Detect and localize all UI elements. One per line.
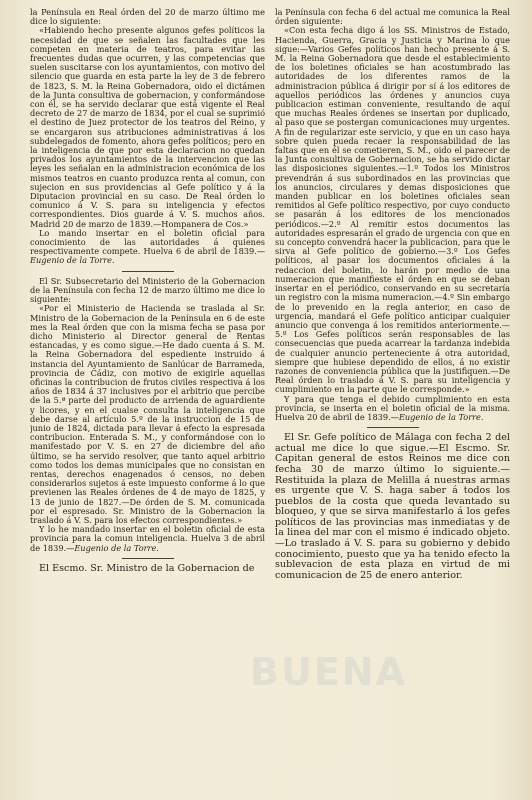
left-subsecretary-paragraph: El Sr. Subsecretario del Ministerio de la Gobernacion de la Península con fecha 12 de marzo último me dice lo siguiente:: [30, 275, 265, 305]
left-closing-notice-signature: —Eugenio de la Torre.: [66, 542, 159, 553]
left-hacienda-order-paragraph: «Por el Ministerio de Hacienda se traslada al Sr. Ministro de la Gobernacion de la Península en 6 de este mes la Real órden que con la misma fecha se pasa por dicho Ministerio al Director general de Rentas estancadas, y es como sigue.—He dado cuenta á S. M. la Reina Gobernadora del espediente instruido á instancia del Ayuntamiento de Sanlúcar de Barrameda, provincia de Cádiz, con motivo de exigirle aquellas oficinas la contribucion de frutos civiles respectiva á los años de 1834 á 37 inclusives por el arbitrio que percibe de la 5.ª parte del producto de arrienda de aguardiente y licores, y en el cualse consulta la inteligencia que debe darse al artículo 5.º de la instruccion de 15 de junio de 1824, dictada para llevar á efecto la espresada contribucion. Enterada S. M., y conformándose con lo manifestado por V. S. en 27 de diciembre del año último, se ha servido resolver, que tanto aquel arbitrio como todos los demas municipales que no consistan en rentas, derechos enagenados ó censos, no deben considerarlos sujetos á este impuesto conforme á lo que previenen las Reales órdenes de 4 de mayo de 1825, y 13 de junio de 1827.—De órden de S. M. comunicada por el espresado. Sr. Ministro de la Gobernacion la traslado á V. S. para los efectos correspondientes.»: [30, 303, 265, 525]
right-compliance-notice-paragraph: [275, 395, 510, 423]
left-insert-notice-text: Lo mando insertar en el boletin oficial para conocimiento de las autoridades á quienes respectivamente compete. Huelva 6 de abril de 1839.: [30, 227, 265, 257]
right-malaga-paragraph: El Sr. Gefe político de Málaga con fecha 2 del actual me dice lo que sigue.—El Escmo. Sr. Capitan general de estos Reinos me dice con fecha 30 de marzo último lo siguiente.—Restituida la plaza de Melilla á nuestras armas es urgente que V. S. haga saber á todos los pueblos de la costa que queda levantado su bloqueo, y que se sirva manifestarlo á los gefes políticos de las provincias mas inmediatas y de la linea del mar con el mismo é indicado objeto.—Lo traslado á V. S. para su gobierno y debido conocimiento, puesto que ya ha tenido efecto la sublevacion de esta plaza en virtud de mi comunicacion de 25 de enero anterior.: [275, 432, 510, 581]
left-intro-paragraph: la Península en Real órden del 20 de marzo último me dice lo siguiente:: [30, 8, 265, 27]
right-bulletin-order-paragraph: «Con esta fecha digo á los SS. Ministros de Estado, Hacienda, Guerra, Gracia y Justicia y Marina lo que sigue:—Varios Gefes políticos han hecho presente á S. M. la Reina Gobernadora que desde el establecimiento de los boletines oficiales se han acostumbrado las autoridades de los diferentes ramos de la administracion pública á dirigir por sí á los editores de aquellos periódicos las órdenes y anuncios cuya publicacion estiman conveniente, resultando de aquí que muchas Reales órdenes se insertan por duplicado, al paso que se postergan comunicaciones muy urgentes. A fin de regularizar este servicio, y que en un caso haya sobre quien pueda recaer la responsabilidad de las faltas que en él se cometieren, S. M., oido el parecer de la Junta consultiva de Gobernacion, se ha servido dictar las disposiciones siguientes.—1.º Todos los Ministros prevendrán á sus subordinados en las provincias que los anuncios, circulares y demas disposiciones que manden publicar en los boletines oficiales sean remitidos al Gefe político respectivo, por cuyo conducto se pasarán á los editores de los mencionados periódicos.—2.º Al remitir estos documentos las autoridades espresarán el grado de urgencia con que en su concepto convendrá hacer la publicacion, para que le sirva al Gefe político de gobierno.—3.º Los Gefes políticos, al pasar los documentos oficiales á la redaccion del boletin, lo harán por medio de una numeracion que manifieste el órden en que se deban insertar en el periódico, conservando en su secretaría un registro con la misma numeracion.—4.º Sin embargo de lo prevenido en la regla anterior, en caso de urgencia, mandará el Gefe político anticipar cualquier anuncio que convenga á los remitidos anteriormente.—5.º Los Gefes políticos serán responsables de las consecuencias que pueda acarrear la tardanza indebida de cualquier anuncio perteneciente á otra autoridad, siempre que hubiese dependido de ellos, á no existir razones de conveniencia pública que la justifiquen.—De Real órden lo traslado á V. S. para su inteligencia y cumplimiento en la parte que le corresponde.»: [275, 25, 510, 395]
left-theatre-order-paragraph: «Habiendo hecho presente algunos gefes políticos la necesidad de que se señalen las facultades que les competen en materia de teatros, para evitar las frecuentes dudas que ocurren, y las competencias que suelen suscitarse con los ayuntamientos, con motivo del silencio que guarda en esta parte la ley de 3 de febrero de 1823, S. M. la Reina Gobernadora, oido el dictámen de la Junta consultiva de gobernacion, y conformándose con él, se ha servido declarar que está vigente el Real decreto de 27 de marzo de 1834, por el cual se suprimió el destino de Juez protector de los teatros del Reino, y se encargaron sus atribuciones administrativas á los subdelegados de fomento, ahora gefes políticos; pero en la inteligencia de que por esta declaracion no quedan privados los ayuntamientos de la intervencion que las leyes les señalan en la administracion económica de los mismos teatros en cuanto produzca renta al comun, con sujecion en sus providencias al Gefe político y á la Diputacion provincial en su caso. De Real órden lo comunico á V. S. para su inteligencia y efectos correspondientes. Dios guarde á V. S. muchos años. Madrid 20 de marzo de 1839.—Hompanera de Cos.»: [30, 25, 265, 229]
right-column: [275, 8, 510, 790]
left-minister-heading-paragraph: El Escmo. Sr. Ministro de la Gobernacion de: [39, 562, 255, 574]
section-divider: [122, 271, 174, 272]
section-divider: [122, 558, 174, 559]
right-compliance-notice-text: Y para que tenga el debido cumplimiento en esta provincia, se inserta en el boletin oficial de la misma. Huelva 20 de abril de 1839.: [275, 393, 510, 422]
left-column: [30, 8, 265, 790]
section-divider: [367, 427, 419, 428]
right-compliance-notice-signature: —Eugenio de la Torre.: [390, 411, 484, 422]
left-closing-notice-text: Y lo he mandado insertar en el boletin oficial de esta provincia para la comun inteligencia. Huelva 3 de abril de 1839.: [30, 524, 265, 553]
right-continuation-paragraph: la Península con fecha 6 del actual me comunica la Real órden siguiente:: [275, 8, 510, 27]
left-closing-notice-paragraph: [30, 525, 265, 553]
left-insert-notice-signature: —Eugenio de la Torre.: [30, 246, 265, 266]
library-watermark: BUENA: [250, 650, 407, 694]
left-insert-notice-paragraph: [30, 229, 265, 266]
two-column-layout: [30, 8, 510, 790]
